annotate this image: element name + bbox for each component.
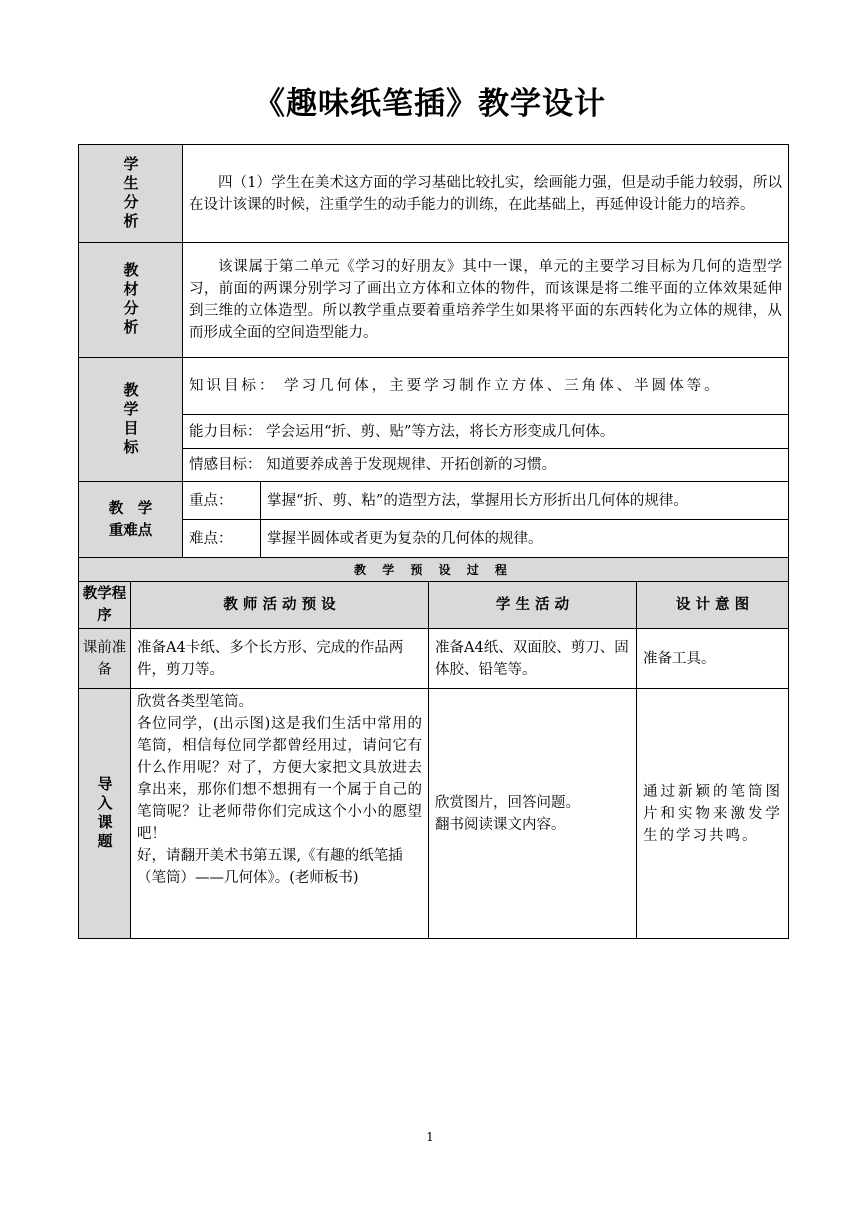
intent-cell: 准备工具。 [637,629,789,689]
info-table [78,144,789,558]
material-analysis-label-cell [79,243,183,358]
material-analysis-label: 教材分析 [121,262,140,338]
difficulty-label: 难点： [183,520,261,558]
process-section-title: 教 学 预 设 过 程 [79,558,789,582]
student-analysis-text: 四（1）学生在美术这方面的学习基础比较扎实，绘画能力强，但是动手能力较弱，所以在设计该课的时候，注重学生的动手能力的训练，在此基础上，再延伸设计能力的培养。 [183,145,789,243]
knowledge-goal-label: 知识目标： [189,378,277,394]
focus-text: 掌握“折、剪、粘”的造型方法，掌握用长方形折出几何体的规律。 [261,482,789,520]
process-title-row [79,558,789,582]
ability-goal-text: 学会运用“折、剪、贴”等方法，将长方形变成几何体。 [266,423,615,440]
difficulty-row [79,520,789,558]
page-title: 《趣味纸笔插》教学设计 [254,86,606,122]
student-analysis-label: 学生分析 [121,155,140,232]
header-student: 学 生 活 动 [429,582,637,629]
header-stage: 教学程序 [79,582,131,629]
header-teacher: 教 师 活 动 预 设 [131,582,429,629]
table-row [79,629,789,689]
student-line: 翻书阅读课文内容。 [435,816,566,833]
goals-label-cell [79,358,183,482]
goals-label: 教学目标 [121,381,140,458]
table-row [79,689,789,939]
focus-row [79,482,789,520]
teacher-line: 好，请翻开美术书第五课,《有趣的纸笔插（笔筒）——几何体》。(老师板书) [137,848,403,886]
student-line: 欣赏图片，回答问题。 [435,794,580,811]
intent-cell: 通过新颖的笔筒图片和实物来激发学生的学习共鸣。 [637,689,789,939]
key-points-label-line1: 教 学 [108,500,153,517]
header-intent: 设 计 意 图 [637,582,789,629]
ability-goal-row [79,415,789,449]
emotion-goal-label: 情感目标： [189,457,262,473]
student-cell [429,629,637,689]
teacher-line: 各位同学，(出示图)这是我们生活中常用的笔筒，相信每位同学都曾经用过，请问它有什么作用呢？对了，方便大家把文具放进去拿出来，那你们想不想拥有一个属于自己的笔筒呢？让老师带你们完成这个小小的愿望吧！ [137,716,422,842]
student-cell [429,689,637,939]
knowledge-goal-row [79,358,789,415]
process-table [78,557,789,939]
stage-label: 导入课题 [95,775,114,852]
teacher-cell [131,689,429,939]
knowledge-goal [183,358,789,415]
ability-goal [183,415,789,449]
material-analysis-text: 该课属于第二单元《学习的好朋友》其中一课，单元的主要学习目标为几何的造型学习，前面的两课分别学习了画出立方体和立体的物件，而该课是将二维平面的立体效果延伸到三维的立体造型。所以教学重点要着重培养学生如果将平面的东西转化为立体的规律，从而形成全面的空间造型能力。 [183,243,789,358]
student-analysis-row [79,145,789,243]
emotion-goal-row [79,449,789,482]
process-header-row [79,582,789,629]
stage-cell [79,689,131,939]
teacher-cell [131,629,429,689]
page-number: 1 [426,1130,434,1144]
emotion-goal [183,449,789,482]
material-analysis-row [79,243,789,358]
ability-goal-label: 能力目标： [189,423,262,440]
stage-cell: 课前准备 [79,629,131,689]
key-points-label-line2: 重难点 [108,522,153,539]
teacher-line: 准备A4卡纸、多个长方形、完成的作品两件，剪刀等。 [137,639,404,678]
difficulty-text: 掌握半圆体或者更为复杂的几何体的规律。 [261,520,789,558]
teacher-line: 欣赏各类型笔筒。 [137,694,253,710]
emotion-goal-text: 知道要养成善于发现规律、开拓创新的习惯。 [266,457,557,473]
student-analysis-label-cell [79,145,183,243]
key-points-label-cell [79,482,183,558]
focus-label: 重点： [183,482,261,520]
student-line: 准备A4纸、双面胶、剪刀、固体胶、铅笔等。 [435,639,629,678]
knowledge-goal-text: 学习几何体，主要学习制作立方体、三角体、半圆体等。 [284,378,722,394]
